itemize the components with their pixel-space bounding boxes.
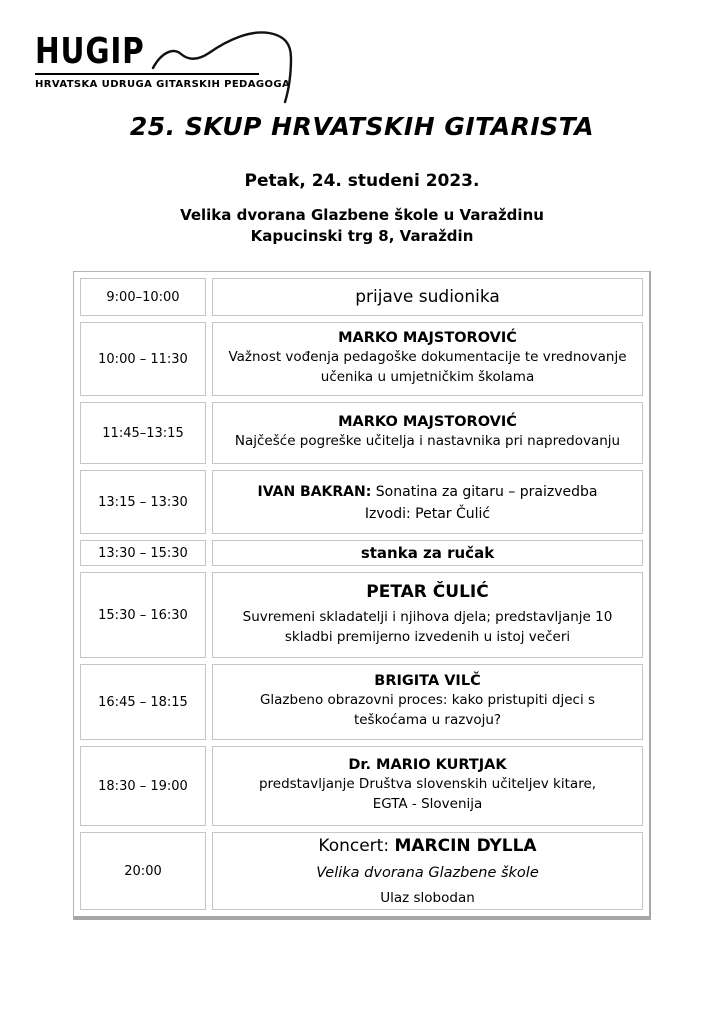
event-description-line-2: EGTA - Slovenija: [372, 796, 483, 812]
venue-block: [0, 205, 724, 247]
time-cell: 15:30 – 16:30: [80, 572, 206, 658]
time-cell: 9:00–10:00: [80, 278, 206, 316]
event-cell: [212, 832, 643, 910]
table-row: [80, 470, 643, 534]
speaker-name: MARKO MAJSTOROVIĆ: [338, 330, 517, 347]
event-description: Suvremeni skladatelji i njihova djela; predstavljanje 10 skladbi premijerno izvedenih u istoj večeri: [242, 609, 613, 645]
table-row: [80, 540, 643, 566]
venue-line-1: Velika dvorana Glazbene škole u Varaždinu: [180, 206, 544, 224]
time-cell: 16:45 – 18:15: [80, 664, 206, 740]
time-cell: 13:15 – 13:30: [80, 470, 206, 534]
work-title: Sonatina za gitaru – praizvedba: [375, 484, 598, 500]
speaker-name: Dr. MARIO KURTJAK: [348, 757, 507, 774]
composer-name: IVAN BAKRAN:: [257, 484, 372, 500]
table-row: [80, 322, 643, 396]
event-description: Važnost vođenja pedagoške dokumentacije te vrednovanje učenika u umjetničkim školama: [228, 349, 627, 385]
break-label: stanka za ručak: [360, 544, 495, 562]
admission-note: Ulaz slobodan: [380, 890, 475, 906]
table-row: [80, 572, 643, 658]
event-title: prijave sudionika: [355, 287, 500, 307]
event-cell: [212, 402, 643, 464]
hugip-logo: [35, 24, 305, 90]
table-row: [80, 402, 643, 464]
event-cell: [212, 664, 643, 740]
speaker-name: PETAR ČULIĆ: [366, 582, 489, 603]
performer-line: Izvodi: Petar Čulić: [364, 506, 491, 522]
date-heading: Petak, 24. studeni 2023.: [244, 171, 480, 191]
speaker-name: BRIGITA VILČ: [374, 673, 481, 690]
table-row: [80, 832, 643, 910]
event-cell: [212, 746, 643, 826]
event-cell: [212, 322, 643, 396]
guitar-curve-icon: [151, 26, 319, 106]
logo-tagline: HRVATSKA UDRUGA GITARSKIH PEDAGOGA: [35, 79, 291, 90]
table-row: [80, 664, 643, 740]
page-title: 25. SKUP HRVATSKIH GITARISTA: [129, 112, 595, 141]
event-description: Glazbeno obrazovni proces: kako pristupiti djeci s teškoćama u razvoju?: [259, 692, 596, 728]
time-cell: 10:00 – 11:30: [80, 322, 206, 396]
table-row: [80, 278, 643, 316]
event-description-line-1: predstavljanje Društva slovenskih učiteljev kitare,: [258, 776, 597, 793]
event-cell: [212, 572, 643, 658]
speaker-name: MARKO MAJSTOROVIĆ: [338, 414, 517, 431]
time-cell: 11:45–13:15: [80, 402, 206, 464]
event-description: Najčešće pogreške učitelja i nastavnika pri napredovanju: [234, 433, 621, 450]
time-cell: 18:30 – 19:00: [80, 746, 206, 826]
concert-prefix: Koncert:: [318, 836, 390, 856]
time-cell: 13:30 – 15:30: [80, 540, 206, 566]
artist-name: MARCIN DYLLA: [394, 836, 537, 856]
logo-text: HUGIP: [35, 31, 145, 72]
event-cell: [212, 540, 643, 566]
premiere-line: [223, 482, 632, 503]
table-row: [80, 746, 643, 826]
concert-venue: Velika dvorana Glazbene škole: [316, 865, 539, 881]
concert-line: [223, 836, 632, 856]
time-cell: 20:00: [80, 832, 206, 910]
event-cell: [212, 470, 643, 534]
event-cell: [212, 278, 643, 316]
venue-line-2: Kapucinski trg 8, Varaždin: [250, 227, 474, 245]
schedule-table: [73, 271, 651, 920]
